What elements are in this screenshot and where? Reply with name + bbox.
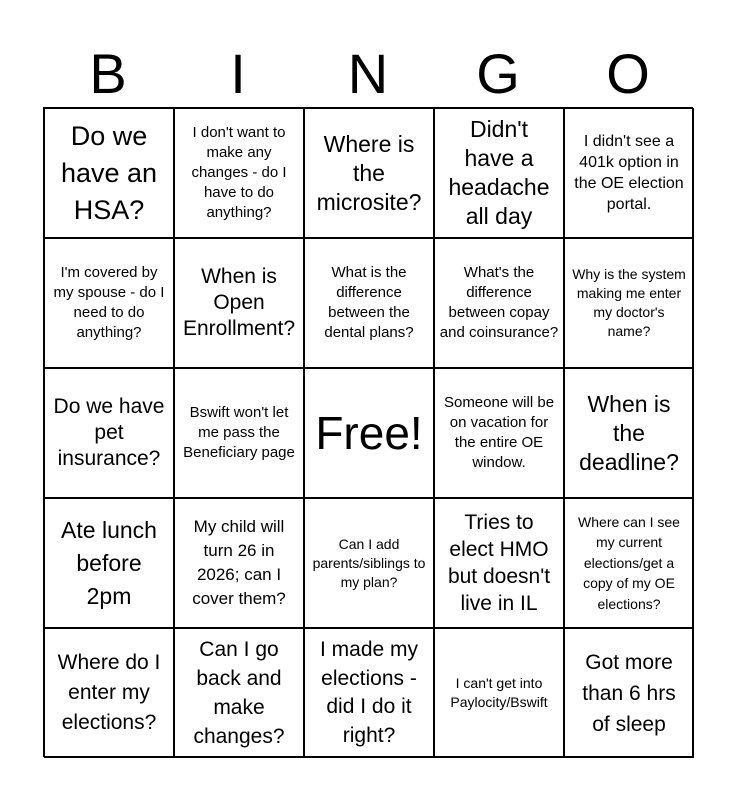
cell-text: What is the difference between the dental plans?	[324, 264, 414, 341]
bingo-cell[interactable]	[434, 108, 564, 238]
header-letter-i: I	[230, 42, 246, 105]
free-space[interactable]	[304, 368, 434, 498]
cell-text: Tries to elect HMO but doesn't live in IL	[447, 511, 551, 615]
cell-text: What's the difference between copay and coinsurance?	[439, 264, 559, 341]
bingo-cell[interactable]	[304, 238, 434, 368]
bingo-cell[interactable]	[564, 498, 694, 628]
bingo-cell[interactable]	[44, 628, 174, 758]
bingo-cell[interactable]	[44, 498, 174, 628]
bingo-cell[interactable]	[174, 238, 304, 368]
cell-text: Do we have pet insurance?	[53, 395, 165, 470]
bingo-cell[interactable]	[304, 628, 434, 758]
bingo-cell[interactable]	[304, 108, 434, 238]
bingo-cell[interactable]	[564, 108, 694, 238]
bingo-cell[interactable]	[174, 368, 304, 498]
bingo-cell[interactable]	[434, 498, 564, 628]
bingo-board	[43, 107, 693, 757]
bingo-cell[interactable]	[174, 498, 304, 628]
bingo-cell[interactable]	[434, 368, 564, 498]
bingo-cell[interactable]	[564, 628, 694, 758]
bingo-cell[interactable]	[44, 238, 174, 368]
header-letter-o: O	[606, 42, 650, 105]
header-letter-b: B	[89, 42, 127, 105]
cell-text: I don't want to make any changes - do I have to do anything?	[191, 124, 287, 221]
cell-text: Do we have an HSA?	[60, 120, 158, 225]
bingo-cell[interactable]	[434, 628, 564, 758]
header-letter-n: N	[347, 42, 389, 105]
cell-text: I can't get into Paylocity/Bswift	[450, 675, 548, 710]
cell-text: Where is the microsite?	[316, 130, 422, 215]
cell-text: I'm covered by my spouse - do I need to do anything?	[53, 264, 165, 341]
cell-text: Why is the system making me enter my doctor's name?	[572, 266, 686, 339]
cell-text: Where do I enter my elections?	[57, 651, 161, 734]
cell-text: Didn't have a headache all day	[448, 116, 550, 229]
bingo-cell[interactable]	[304, 498, 434, 628]
bingo-header	[43, 40, 693, 108]
bingo-cell[interactable]	[174, 628, 304, 758]
cell-text: Someone will be on vacation for the entire OE window.	[443, 394, 555, 471]
header-letter-g: G	[476, 42, 520, 105]
cell-text: Can I go back and make changes?	[193, 638, 285, 748]
bingo-cell[interactable]	[434, 238, 564, 368]
cell-text: I didn't see a 401k option in the OE election portal.	[574, 133, 684, 213]
cell-text: Where can I see my current elections/get a copy of my OE elections?	[578, 513, 680, 612]
cell-text: When is Open Enrollment?	[182, 265, 296, 340]
cell-text: My child will turn 26 in 2026; can I cover them?	[192, 517, 286, 608]
bingo-cell[interactable]	[174, 108, 304, 238]
bingo-cell[interactable]	[564, 368, 694, 498]
free-space-text: Free!	[315, 407, 423, 459]
cell-text: I made my elections - did I do it right?	[319, 638, 419, 747]
cell-text: Ate lunch before 2pm	[61, 516, 157, 609]
cell-text: Bswift won't let me pass the Beneficiary page	[183, 404, 295, 461]
bingo-cell[interactable]	[44, 368, 174, 498]
cell-text: Can I add parents/siblings to my plan?	[312, 535, 426, 590]
cell-text: Got more than 6 hrs of sleep	[582, 650, 676, 736]
bingo-cell[interactable]	[564, 238, 694, 368]
bingo-cell[interactable]	[44, 108, 174, 238]
cell-text: When is the deadline?	[579, 390, 679, 475]
